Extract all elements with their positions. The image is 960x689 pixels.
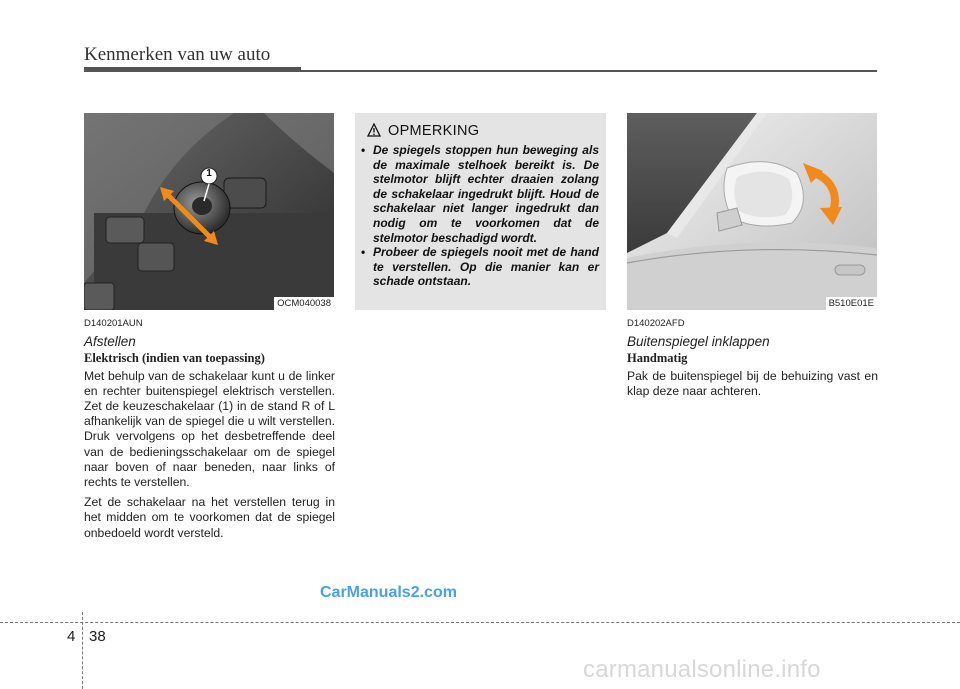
photo-label-left: OCM040038 xyxy=(274,297,334,310)
left-column xyxy=(84,316,335,546)
subheading-right: Handmatig xyxy=(627,351,688,366)
folding-mirror-photo xyxy=(627,113,877,310)
warning-item: • De spiegels stoppen hun beweging als de maximale stelhoek bereikt is. De stelmotor blijft echter draaien zolang de schakelaar ingedrukt blijft. Houd de schakelaar niet langer ingedrukt dan nodig om te voorkomen dat de stelmotor beschadigd wordt. xyxy=(361,143,599,245)
section-title-right: Buitenspiegel inklappen xyxy=(627,334,770,350)
section-code-right: D140202AFD xyxy=(627,318,685,329)
page-header-title: Kenmerken van uw auto xyxy=(84,44,271,65)
header-bar xyxy=(84,67,301,72)
right-column xyxy=(627,316,878,404)
subheading-left: Elektrisch (indien van toepassing) xyxy=(84,351,265,366)
chapter-number: 4 xyxy=(67,628,76,645)
footer-dashed-line xyxy=(0,622,960,623)
watermark-link-top[interactable]: CarManuals2.com xyxy=(320,584,457,601)
warning-item: • Probeer de spiegels nooit met de hand te verstellen. Op die manier kan er schade ontstaan. xyxy=(361,245,599,289)
callout-number: 1 xyxy=(206,168,212,179)
warning-heading: OPMERKING xyxy=(388,123,480,139)
section-title-left: Afstellen xyxy=(84,334,136,350)
folding-mirror-illustration xyxy=(627,113,877,310)
section-code-left: D140201AUN xyxy=(84,318,143,329)
mirror-switch-illustration xyxy=(84,113,334,310)
mirror-switch-photo xyxy=(84,113,334,310)
warning-icon xyxy=(367,123,381,137)
footer-vertical-line xyxy=(82,612,83,689)
page-number: 38 xyxy=(89,628,106,645)
paragraph: Pak de buitenspiegel bij de behuizing vast en klap deze naar achteren. xyxy=(627,368,878,398)
watermark-text-bottom: carmanualsonline.info xyxy=(583,656,821,683)
warning-list xyxy=(361,143,599,289)
paragraph: Met behulp van de schakelaar kunt u de linker en rechter buitenspiegel elektrisch verstellen. Zet de keuzeschakelaar (1) in de stand R of L afhankelijk van de spiegel die u wilt verstellen. Druk vervolgens op het desbetreffende deel van de bedieningsschakelaar om de spiegel naar boven of naar beneden, naar links of rechts te verstellen. xyxy=(84,368,335,490)
header-line xyxy=(301,70,877,72)
warning-box xyxy=(355,113,606,310)
paragraph: Zet de schakelaar na het verstellen terug in het midden om te voorkomen dat de spiegel onbedoeld wordt versteld. xyxy=(84,495,335,540)
photo-label-right: B510E01E xyxy=(826,297,877,310)
